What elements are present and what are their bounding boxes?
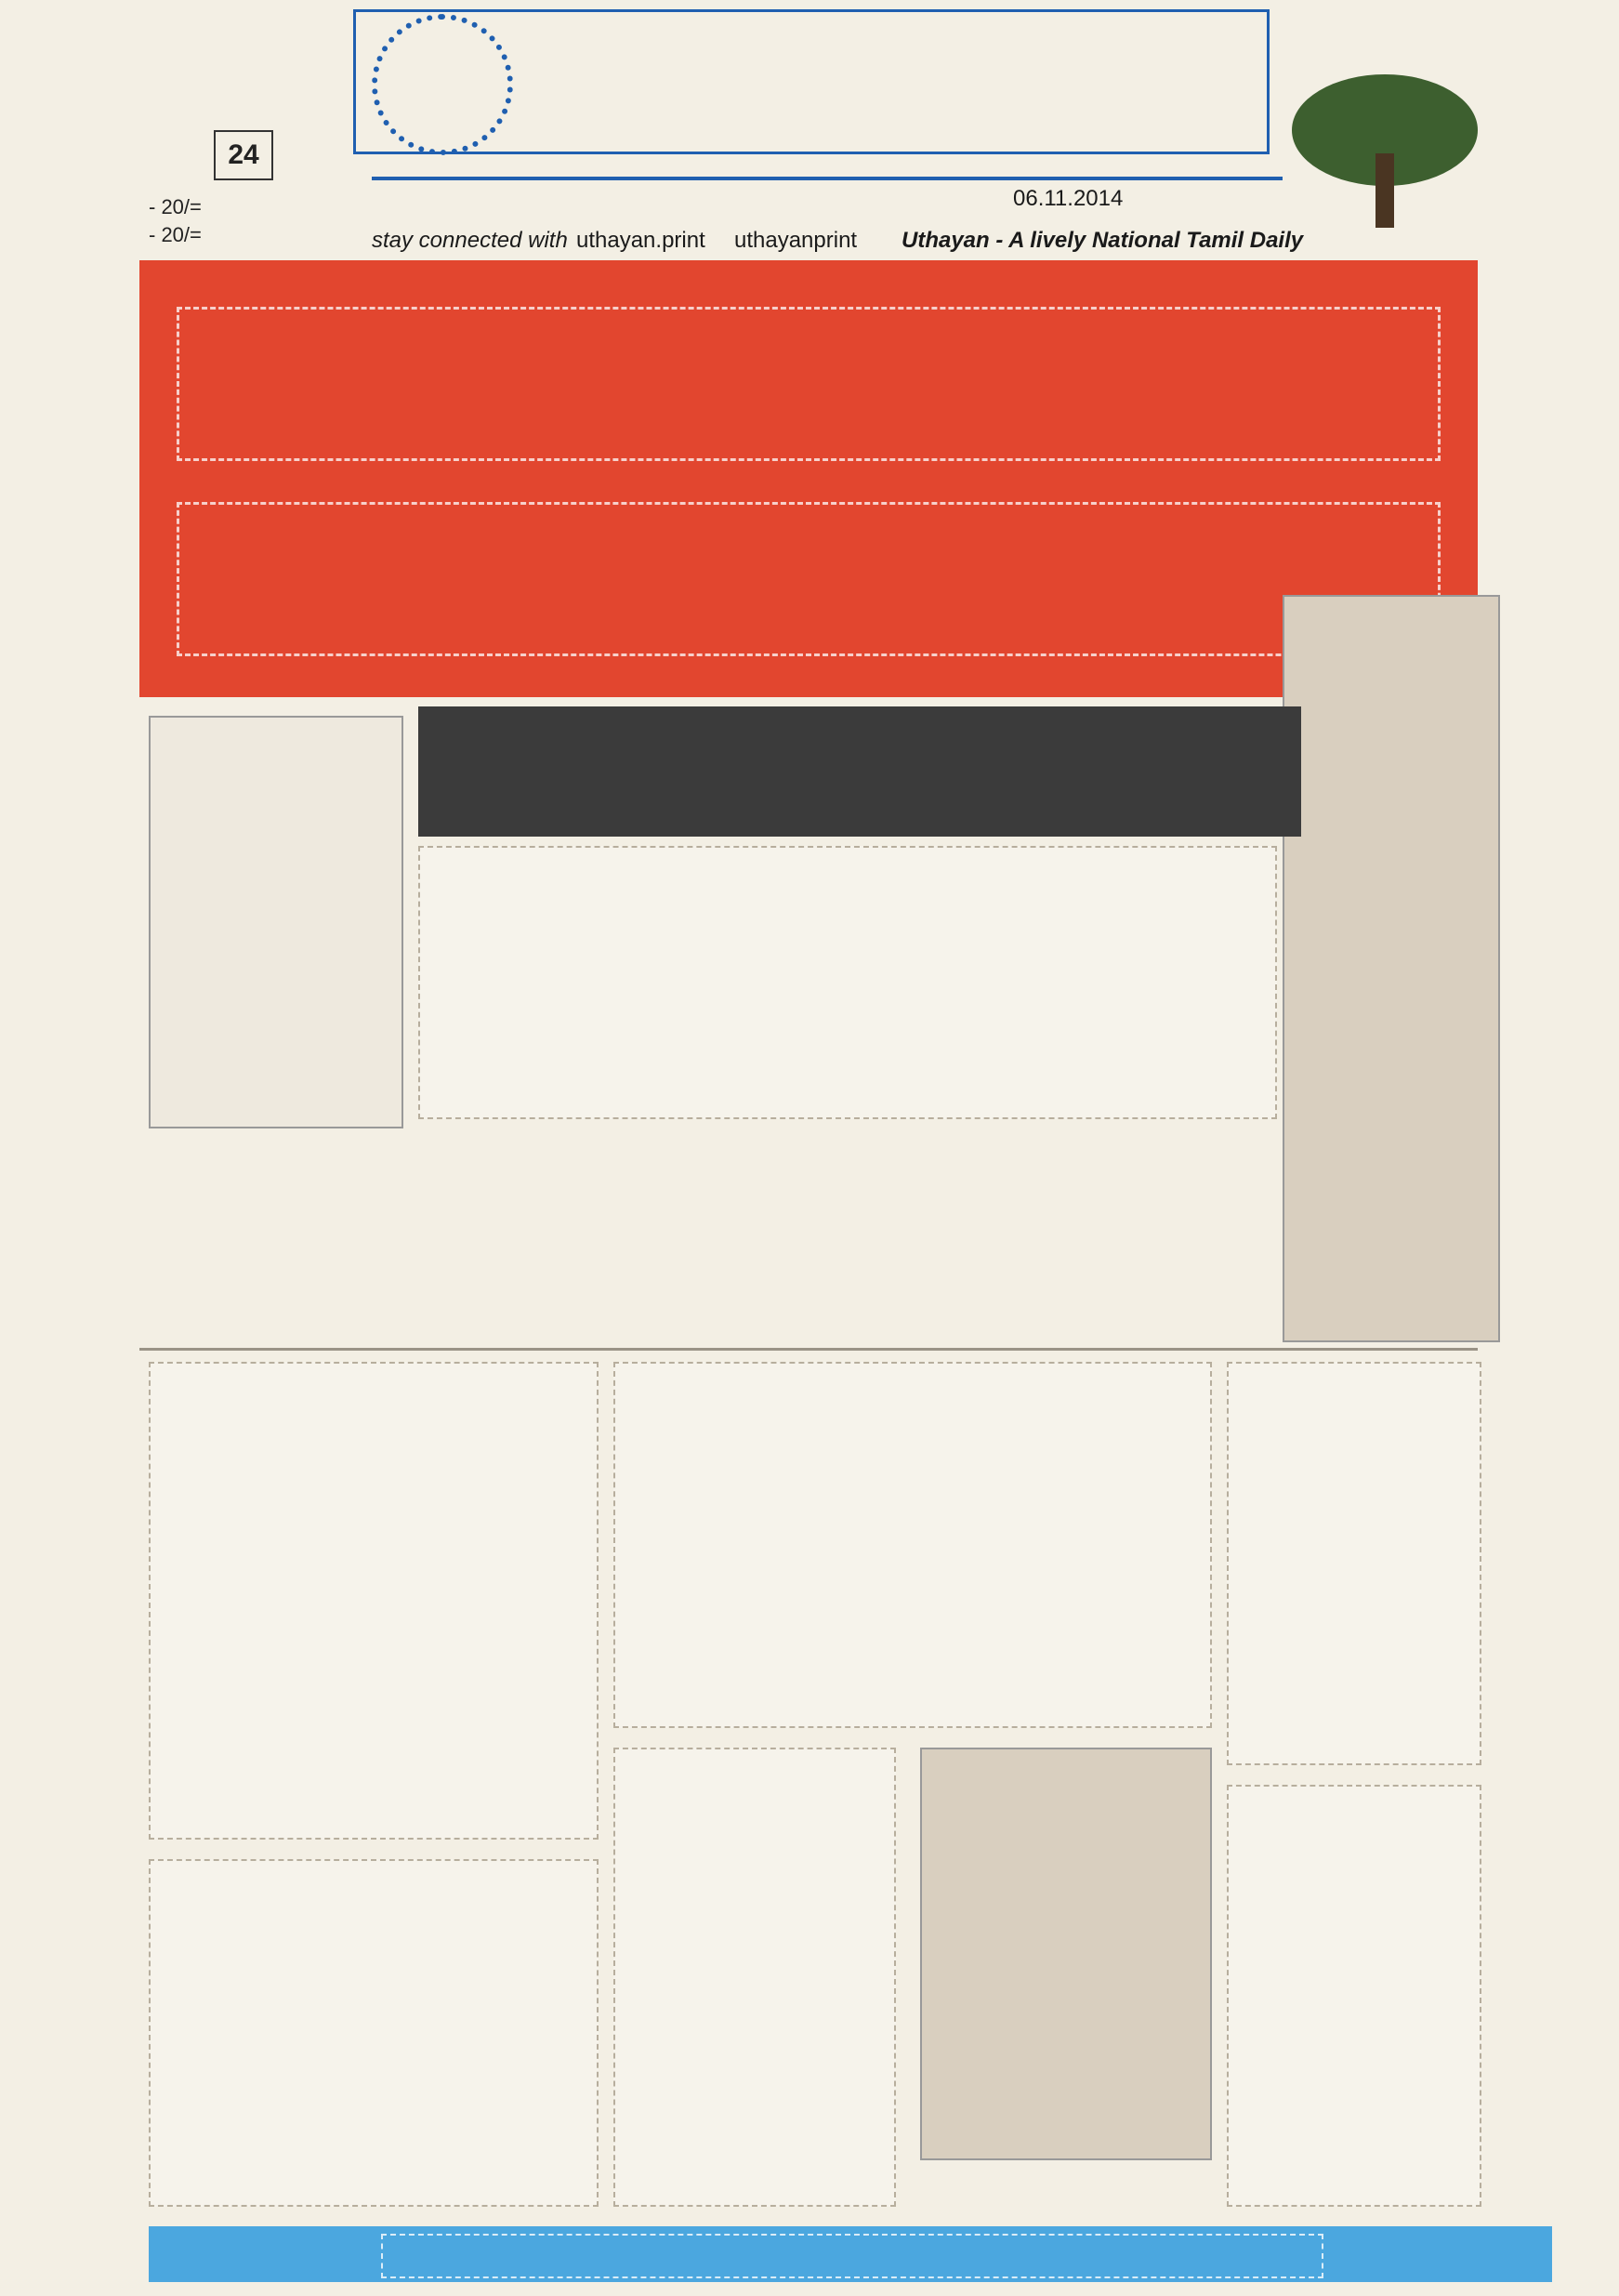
story-4 [149,1859,599,2207]
twitter-handle: uthayanprint [734,228,858,253]
issue-date: 06.11.2014 [1013,186,1124,211]
story-6 [1227,1785,1481,2207]
masthead-title [353,9,1270,154]
masthead-rule [372,177,1283,180]
court-document-image [149,716,403,1128]
lead-subheadline [418,706,1301,837]
lead-headline-line1 [177,307,1441,461]
footer-banner [149,2226,1552,2282]
lead-banner [139,260,1478,697]
footer-slogan [381,2234,1323,2278]
story-2 [613,1362,1212,1728]
lead-body [418,846,1277,1119]
story-5 [613,1748,896,2207]
story-5-photo [920,1748,1212,2160]
story-1 [149,1362,599,1840]
price-row-2: - 20/= [149,223,202,246]
page-number: 24 [214,130,273,180]
price-row-1: - 20/= [149,195,202,218]
story-3 [1227,1362,1481,1765]
section-rule [139,1348,1478,1351]
social-prefix: stay connected with [372,228,568,253]
lead-headline-line2 [177,502,1441,656]
tagline: Uthayan - A lively National Tamil Daily [902,228,1304,253]
lead-photo [1283,595,1500,1342]
tree-icon [1283,65,1487,232]
facebook-handle: uthayan.print [576,228,705,253]
